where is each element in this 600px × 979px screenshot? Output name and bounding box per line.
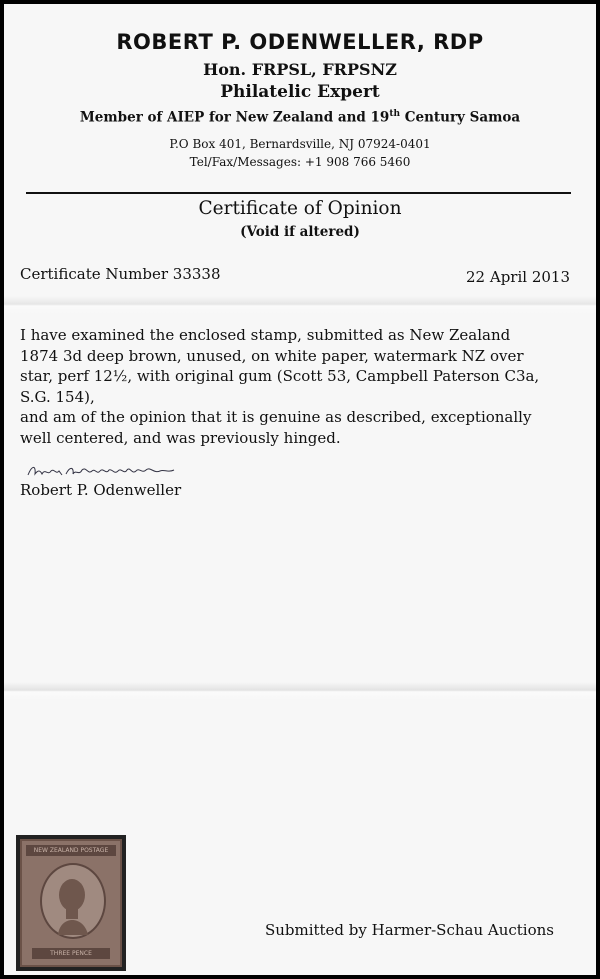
membership-superscript: th: [389, 109, 401, 119]
opinion-line: star, perf 12½, with original gum (Scott 53, Campbell Paterson C3a,: [20, 367, 540, 385]
stamp-bottom-label: THREE PENCE: [32, 948, 110, 959]
stamp-top-label: NEW ZEALAND POSTAGE: [26, 845, 116, 856]
postal-address: P.O Box 401, Bernardsville, NJ 07924-0401: [169, 137, 431, 151]
certificate-title: Certificate of Opinion: [198, 198, 402, 219]
certificate-sheet: [4, 4, 596, 975]
phone-line: Tel/Fax/Messages: +1 908 766 5460: [189, 155, 411, 169]
fold-crease-lower: [4, 682, 596, 700]
stamp-image: [16, 835, 126, 971]
certificate-date: 22 April 2013: [466, 268, 570, 286]
void-note: (Void if altered): [240, 224, 360, 240]
signer-name: Robert P. Odenweller: [20, 481, 182, 499]
certificate-number: Certificate Number 33338: [20, 265, 221, 283]
opinion-line: I have examined the enclosed stamp, submitted as New Zealand: [20, 326, 511, 344]
queen-portrait-oval: [40, 863, 106, 939]
opinion-line: 1874 3d deep brown, unused, on white paper, watermark NZ over: [20, 346, 524, 365]
header-divider: [26, 192, 571, 194]
opinion-line: and am of the opinion that it is genuine as described, exceptionally: [20, 408, 532, 426]
opinion-text: [20, 325, 580, 448]
fold-crease-upper: [4, 296, 596, 314]
membership-prefix: Member of AIEP for New Zealand and 19: [79, 109, 390, 126]
opinion-line: well centered, and was previously hinged.: [20, 428, 341, 447]
expert-credentials: Hon. FRPSL, FRPSNZ: [203, 60, 397, 79]
expert-name: ROBERT P. ODENWELLER, RDP: [116, 30, 484, 54]
expert-title: Philatelic Expert: [220, 82, 380, 102]
membership-suffix: Century Samoa: [400, 109, 521, 126]
stamp-face: [20, 839, 122, 967]
handwritten-signature: [26, 462, 176, 480]
queen-profile-icon: [42, 865, 104, 937]
submitted-by: Submitted by Harmer-Schau Auctions: [264, 921, 554, 939]
opinion-line: S.G. 154),: [20, 387, 95, 406]
membership-line: [4, 109, 596, 126]
